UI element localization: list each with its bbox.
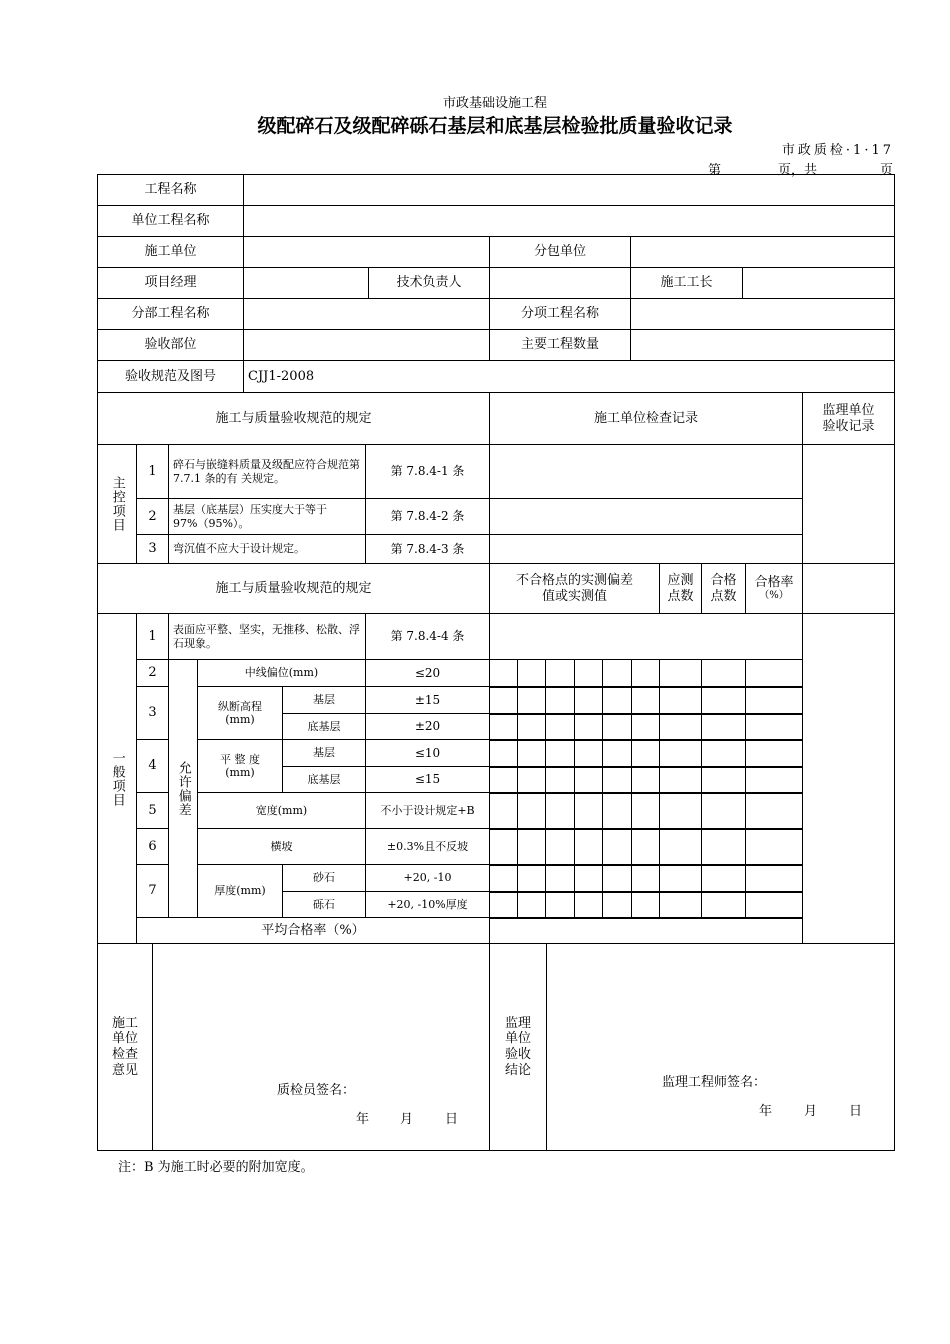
- measurement-cell[interactable]: [489, 766, 518, 794]
- gen-row-value: ≤15: [365, 766, 490, 793]
- engineer-signature: 监理工程师签名：: [662, 1075, 767, 1090]
- gen-header-rate: [745, 563, 803, 614]
- measurement-cell[interactable]: [701, 766, 746, 794]
- measurement-cell[interactable]: [745, 828, 803, 866]
- measurement-cell[interactable]: [631, 828, 660, 866]
- measurement-cell[interactable]: [574, 864, 603, 893]
- field-division-name[interactable]: [243, 298, 490, 330]
- field-unit-project[interactable]: [243, 205, 895, 237]
- measurement-cell[interactable]: [489, 659, 518, 688]
- label-foreman: 施工工长: [630, 267, 743, 299]
- gen-row-no: 5: [136, 792, 169, 829]
- label-contractor: 施工单位: [97, 236, 244, 268]
- page-di: 第: [708, 163, 722, 178]
- label-main-quantity: 主要工程数量: [489, 329, 631, 361]
- measurement-cell[interactable]: [517, 891, 546, 919]
- gen-row-no: 3: [136, 686, 169, 740]
- label-tech-lead: 技术负责人: [368, 267, 490, 299]
- label-inspection-part: 验收部位: [97, 329, 244, 361]
- label-unit-project: 单位工程名称: [97, 205, 244, 237]
- measurement-cell[interactable]: [745, 792, 803, 830]
- measurement-cell[interactable]: [631, 659, 660, 688]
- contractor-day: 日: [445, 1112, 459, 1127]
- measurement-cell[interactable]: [574, 686, 603, 715]
- label-subcontractor: 分包单位: [489, 236, 631, 268]
- measurement-cell[interactable]: [745, 766, 803, 794]
- gen-row-no: 7: [136, 864, 169, 918]
- gen-row-value: ±20: [365, 713, 490, 740]
- measurement-cell[interactable]: [602, 864, 632, 893]
- gen-row-no: 2: [136, 659, 169, 687]
- measurement-cell[interactable]: [545, 891, 575, 919]
- field-subitem-name[interactable]: [630, 298, 895, 330]
- avg-rate-value[interactable]: [489, 917, 803, 944]
- gen-row-value: ±0.3%且不反坡: [365, 828, 490, 865]
- measurement-cell[interactable]: [545, 828, 575, 866]
- measurement-cell[interactable]: [489, 864, 518, 893]
- gen-row-name: 中线偏位(mm): [197, 659, 366, 687]
- avg-rate-label: 平均合格率（%）: [136, 917, 490, 944]
- measurement-cell[interactable]: [489, 713, 518, 741]
- gen-row-sub: 底基层: [282, 713, 366, 740]
- gen-row-sub: 砂石: [282, 864, 366, 892]
- gen-item-clause: 第 7.8.4-4 条: [365, 613, 490, 660]
- measurement-cell[interactable]: [745, 686, 803, 715]
- gen-row-name: 宽度(mm): [197, 792, 366, 829]
- measurement-cell[interactable]: [489, 891, 518, 919]
- measurement-cell[interactable]: [489, 739, 518, 768]
- measurement-cell[interactable]: [517, 659, 546, 688]
- field-contractor[interactable]: [243, 236, 490, 268]
- mc-header-spec: 施工与质量验收规范的规定: [97, 392, 490, 445]
- contractor-year: 年: [356, 1112, 370, 1127]
- measurement-cell[interactable]: [659, 766, 702, 794]
- gen-row-name: 厚度(mm): [197, 864, 283, 918]
- gen-supervisor-record[interactable]: [802, 613, 895, 944]
- measurement-cell[interactable]: [631, 766, 660, 794]
- measurement-cell[interactable]: [574, 828, 603, 866]
- measurement-cell[interactable]: [602, 766, 632, 794]
- gen-item-record[interactable]: [489, 613, 803, 660]
- measurement-cell[interactable]: [659, 739, 702, 768]
- measurement-cell[interactable]: [745, 739, 803, 768]
- gen-row-no: 6: [136, 828, 169, 865]
- measurement-cell[interactable]: [602, 828, 632, 866]
- supervisor-month: 月: [804, 1104, 818, 1119]
- field-project-name[interactable]: [243, 174, 895, 206]
- measurement-cell[interactable]: [701, 713, 746, 741]
- measurement-cell[interactable]: [517, 766, 546, 794]
- mc-item-clause: 第 7.8.4-2 条: [365, 498, 490, 535]
- gen-header-spec: 施工与质量验收规范的规定: [97, 563, 490, 614]
- measurement-cell[interactable]: [701, 864, 746, 893]
- measurement-cell[interactable]: [745, 713, 803, 741]
- contractor-opinion-label: 施工单位检查意见: [97, 943, 153, 1151]
- supervisor-year: 年: [759, 1104, 773, 1119]
- gen-header-pass: 合格点数: [701, 563, 746, 614]
- field-main-quantity[interactable]: [630, 329, 895, 361]
- gen-header-points: 应测点数: [659, 563, 702, 614]
- measurement-cell[interactable]: [659, 792, 702, 830]
- measurement-cell[interactable]: [602, 686, 632, 715]
- measurement-cell[interactable]: [489, 792, 518, 830]
- supervisor-day: 日: [849, 1104, 863, 1119]
- measurement-cell[interactable]: [574, 891, 603, 919]
- field-subcontractor[interactable]: [630, 236, 895, 268]
- measurement-cell[interactable]: [517, 864, 546, 893]
- label-subitem-name: 分项工程名称: [489, 298, 631, 330]
- measurement-cell[interactable]: [659, 686, 702, 715]
- supervisor-conclusion-label: 监理单位验收结论: [489, 943, 547, 1151]
- measurement-cell[interactable]: [574, 766, 603, 794]
- gen-header-supervisor: [802, 563, 895, 614]
- mc-item-record[interactable]: [489, 498, 803, 535]
- measurement-cell[interactable]: [659, 828, 702, 866]
- inspector-signature: 质检员签名：: [277, 1083, 356, 1098]
- gen-item-desc: 表面应平整、坚实，无推移、松散、浮石现象。: [168, 613, 366, 660]
- mc-header-record: 施工单位检查记录: [489, 392, 803, 445]
- gen-row-value: +20, -10: [365, 864, 490, 892]
- contractor-opinion-area[interactable]: [152, 943, 490, 1151]
- mc-item-clause: 第 7.8.4-3 条: [365, 534, 490, 564]
- measurement-cell[interactable]: [545, 713, 575, 741]
- mc-header-supervisor: 监理单位验收记录: [802, 392, 895, 445]
- measurement-cell[interactable]: [659, 659, 702, 688]
- page-ye: 页，共: [778, 163, 818, 178]
- measurement-cell[interactable]: [631, 792, 660, 830]
- mc-item-no: 2: [136, 498, 169, 535]
- supervisor-conclusion-area[interactable]: [546, 943, 895, 1151]
- measurement-cell[interactable]: [517, 792, 546, 830]
- gen-row-sub: 砾石: [282, 891, 366, 918]
- measurement-cell[interactable]: [631, 739, 660, 768]
- gen-row-sub: 底基层: [282, 766, 366, 793]
- label-project-manager: 项目经理: [97, 267, 244, 299]
- measurement-cell[interactable]: [574, 792, 603, 830]
- measurement-cell[interactable]: [517, 713, 546, 741]
- measurement-cell[interactable]: [631, 686, 660, 715]
- measurement-cell[interactable]: [574, 713, 603, 741]
- measurement-cell[interactable]: [574, 659, 603, 688]
- gen-row-no: 4: [136, 739, 169, 793]
- mc-item-record[interactable]: [489, 444, 803, 499]
- page-ye2: 页: [880, 163, 894, 178]
- label-division-name: 分部工程名称: [97, 298, 244, 330]
- measurement-cell[interactable]: [602, 792, 632, 830]
- measurement-cell[interactable]: [659, 891, 702, 919]
- gen-header-deviation: 不合格点的实测偏差值或实测值: [489, 563, 660, 614]
- mc-item-no: 1: [136, 444, 169, 499]
- measurement-cell[interactable]: [517, 686, 546, 715]
- measurement-cell[interactable]: [701, 659, 746, 688]
- measurement-cell[interactable]: [631, 713, 660, 741]
- measurement-cell[interactable]: [701, 891, 746, 919]
- mc-item-desc: 弯沉值不应大于设计规定。: [168, 534, 366, 564]
- measurement-cell[interactable]: [659, 864, 702, 893]
- mc-item-desc: 碎石与嵌缝料质量及级配应符合规范第 7.7.1 条的有 关规定。: [168, 444, 366, 499]
- field-tech-lead[interactable]: [489, 267, 631, 299]
- measurement-cell[interactable]: [659, 713, 702, 741]
- gen-row-name: 纵断高程(mm): [197, 686, 283, 740]
- measurement-cell[interactable]: [545, 686, 575, 715]
- gen-header-rate-label: 合格率: [754, 574, 794, 590]
- mc-group-label: 主控项目: [97, 444, 137, 564]
- measurement-cell[interactable]: [489, 828, 518, 866]
- mc-item-clause: 第 7.8.4-1 条: [365, 444, 490, 499]
- measurement-cell[interactable]: [701, 739, 746, 768]
- measurement-cell[interactable]: [545, 739, 575, 768]
- footnote: 注：B 为施工时必要的附加宽度。: [118, 1160, 314, 1175]
- measurement-cell[interactable]: [545, 766, 575, 794]
- measurement-cell[interactable]: [517, 739, 546, 768]
- measurement-cell[interactable]: [517, 828, 546, 866]
- form-subtitle: 市政基础设施工程: [442, 96, 547, 111]
- measurement-cell[interactable]: [701, 792, 746, 830]
- label-project-name: 工程名称: [97, 174, 244, 206]
- measurement-cell[interactable]: [745, 864, 803, 893]
- measurement-cell[interactable]: [701, 686, 746, 715]
- gen-row-value: 不小于设计规定+B: [365, 792, 490, 829]
- measurement-cell[interactable]: [545, 792, 575, 830]
- gen-row-value: ≤20: [365, 659, 490, 687]
- measurement-cell[interactable]: [631, 891, 660, 919]
- form-code: 市政质检·1·17: [781, 143, 894, 158]
- gen-item-no: 1: [136, 613, 169, 660]
- measurement-cell[interactable]: [545, 864, 575, 893]
- measurement-cell[interactable]: [602, 891, 632, 919]
- mc-item-no: 3: [136, 534, 169, 564]
- measurement-cell[interactable]: [545, 659, 575, 688]
- measurement-cell[interactable]: [745, 891, 803, 919]
- gen-group-label: 一般项目: [97, 613, 137, 944]
- mc-supervisor-record[interactable]: [802, 444, 895, 564]
- measurement-cell[interactable]: [489, 686, 518, 715]
- field-inspection-part[interactable]: [243, 329, 490, 361]
- tolerance-label: 允许偏差: [168, 659, 198, 918]
- mc-item-desc: 基层（底基层）压实度大于等于97%（95%）。: [168, 498, 366, 535]
- form-title: 级配碎石及级配碎砾石基层和底基层检验批质量验收记录: [257, 115, 733, 137]
- inspection-table: [98, 175, 895, 1152]
- gen-header-rate-unit: （%）: [759, 590, 789, 602]
- measurement-cell[interactable]: [574, 739, 603, 768]
- mc-item-record[interactable]: [489, 534, 803, 564]
- gen-row-value: ±15: [365, 686, 490, 714]
- measurement-cell[interactable]: [602, 659, 632, 688]
- field-foreman[interactable]: [742, 267, 895, 299]
- gen-row-value: +20, -10%厚度: [365, 891, 490, 918]
- gen-row-value: ≤10: [365, 739, 490, 767]
- gen-row-name: 平 整 度(mm): [197, 739, 283, 793]
- measurement-cell[interactable]: [745, 659, 803, 688]
- field-spec[interactable]: CJJ1-2008: [243, 360, 895, 393]
- gen-row-sub: 基层: [282, 739, 366, 767]
- label-spec: 验收规范及图号: [97, 360, 244, 393]
- measurement-cell[interactable]: [602, 713, 632, 741]
- field-project-manager[interactable]: [243, 267, 369, 299]
- measurement-cell[interactable]: [631, 864, 660, 893]
- gen-row-name: 横坡: [197, 828, 366, 865]
- gen-row-sub: 基层: [282, 686, 366, 714]
- contractor-month: 月: [400, 1112, 414, 1127]
- measurement-cell[interactable]: [602, 739, 632, 768]
- measurement-cell[interactable]: [701, 828, 746, 866]
